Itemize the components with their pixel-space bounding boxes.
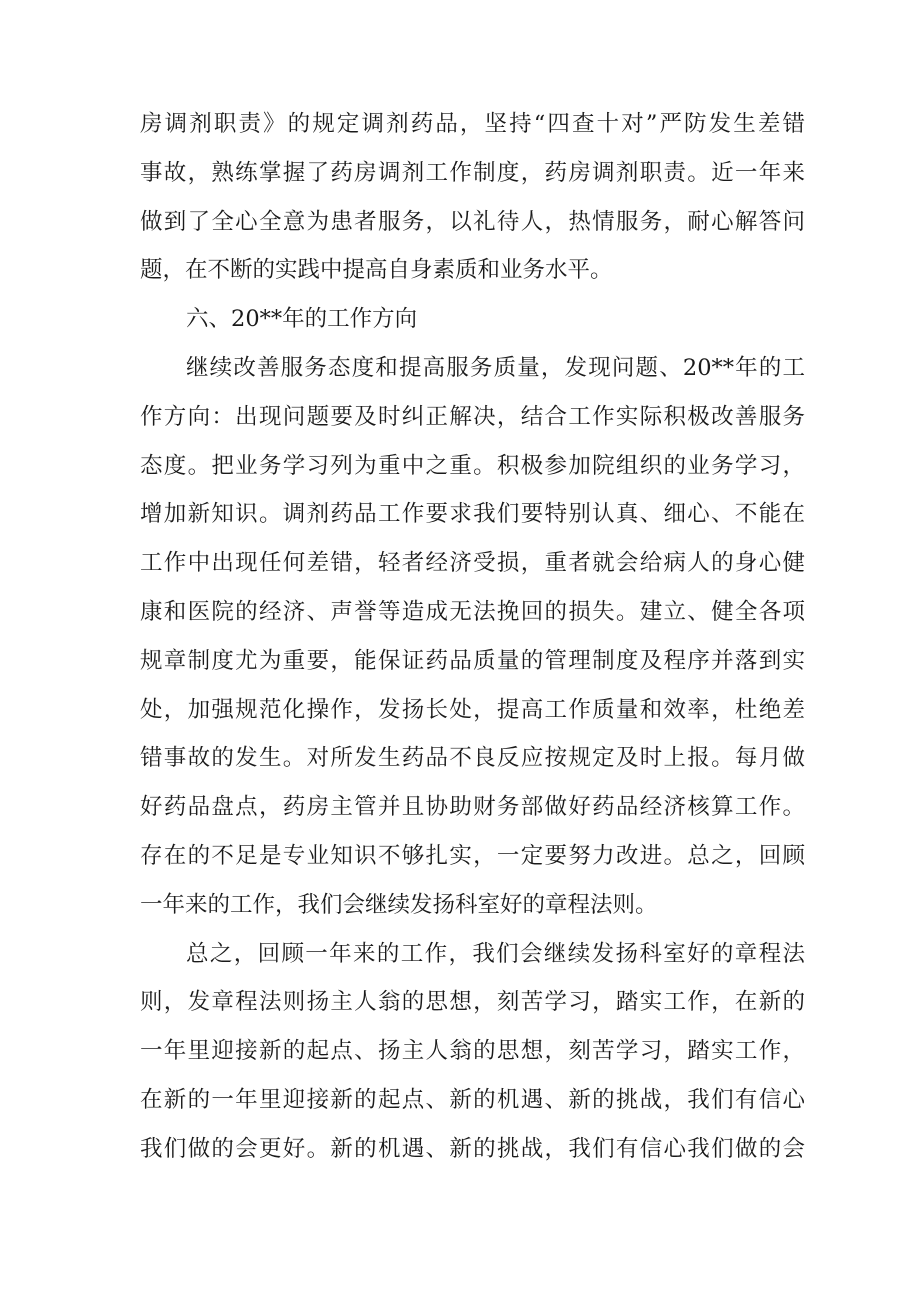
text-line: 作方向：出现问题要及时纠正解决，结合工作实际积极改善服务	[140, 403, 805, 430]
text-line: 总之，回顾一年来的工作，我们会继续发扬科室好的章程法	[186, 940, 805, 967]
paragraph-2	[140, 344, 805, 930]
text-line: 事故，熟练掌握了药房调剂工作制度，药房调剂职责。近一年来	[140, 159, 805, 186]
text-line: 房调剂职责》的规定调剂药品，坚持“四查十对”严防发生差错	[140, 111, 805, 137]
text-line: 则，发章程法则扬主人翁的思想，刻苦学习，踏实工作，在新的	[140, 989, 805, 1016]
text-line: 做到了全心全意为患者服务，以礼待人，热情服务，耐心解答问	[140, 208, 805, 235]
text-line: 康和医院的经济、声誉等造成无法挽回的损失。建立、健全各项	[140, 598, 805, 625]
text-line: 题，在不断的实践中提高自身素质和业务水平。	[140, 257, 613, 284]
text-line: 工作中出现任何差错，轻者经济受损，重者就会给病人的身心健	[140, 550, 805, 577]
paragraph-1	[140, 100, 805, 295]
text-line: 态度。把业务学习列为重中之重。积极参加院组织的业务学习，	[140, 452, 805, 479]
text-line: 错事故的发生。对所发生药品不良反应按规定及时上报。每月做	[140, 745, 805, 772]
document-body	[140, 100, 805, 1174]
section-heading: 六、20**年的工作方向	[186, 306, 418, 333]
text-line: 增加新知识。调剂药品工作要求我们要特别认真、细心、不能在	[140, 501, 805, 528]
text-line: 在新的一年里迎接新的起点、新的机遇、新的挑战，我们有信心	[140, 1086, 805, 1113]
text-line: 规章制度尤为重要，能保证药品质量的管理制度及程序并落到实	[140, 647, 805, 674]
text-line: 继续改善服务态度和提高服务质量，发现问题、20**年的工	[186, 354, 805, 381]
text-line: 一年来的工作，我们会继续发扬科室好的章程法则。	[140, 891, 658, 918]
text-line: 好药品盘点，药房主管并且协助财务部做好药品经济核算工作。	[140, 794, 805, 821]
text-line: 处，加强规范化操作，发扬长处，提高工作质量和效率，杜绝差	[140, 696, 805, 723]
text-line: 存在的不足是专业知识不够扎实，一定要努力改进。总之，回顾	[140, 842, 805, 869]
text-line: 一年里迎接新的起点、扬主人翁的思想，刻苦学习，踏实工作，	[140, 1038, 805, 1065]
paragraph-3	[140, 930, 805, 1174]
text-line: 我们做的会更好。新的机遇、新的挑战，我们有信心我们做的会	[140, 1135, 805, 1162]
